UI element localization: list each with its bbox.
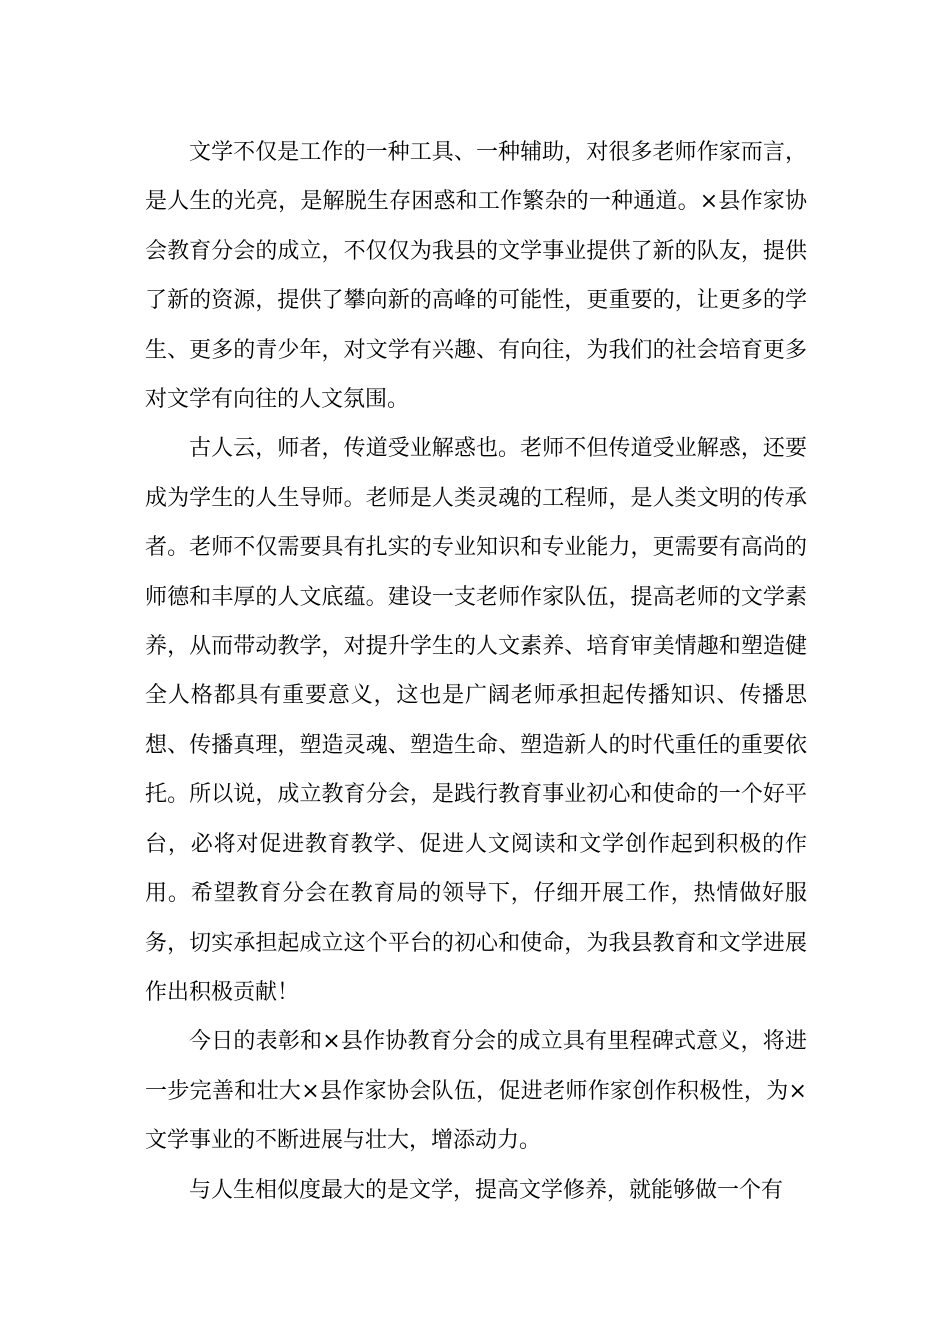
paragraph-2: 古人云，师者，传道受业解惑也。老师不但传道受业解惑，还要成为学生的人生导师。老师是人类灵魂的工程师，是人类文明的传承者。老师不仅需要具有扎实的专业知识和专业能力，更需要有高尚的师德和丰厚的人文底蕴。建设一支老师作家队伍，提高老师的文学素养，从而带动教学，对提升学生的人文素养、培育审美情趣和塑造健全人格都具有重要意义，这也是广阔老师承担起传播知识、传播思想、传播真理，塑造灵魂、塑造生命、塑造新人的时代重任的重要依托。所以说，成立教育分会，是践行教育事业初心和使命的一个好平台，必将对促进教育教学、促进人文阅读和文学创作起到积极的作用。希望教育分会在教育局的领导下，仔细开展工作，热情做好服务，切实承担起成立这个平台的初心和使命，为我县教育和文学进展作出积极贡献！ [145, 436, 807, 1005]
paragraph-4: 与人生相似度最大的是文学，提高文学修养，就能够做一个有 [189, 1177, 784, 1203]
paragraph-3: 今日的表彰和×县作协教育分会的成立具有里程碑式意义，将进一步完善和壮大×县作家协会队伍，促进老师作家创作积极性，为×文学事业的不断进展与壮大，增添动力。 [145, 1029, 807, 1154]
paragraph-1: 文学不仅是工作的一种工具、一种辅助，对很多老师作家而言，是人生的光亮，是解脱生存困惑和工作繁杂的一种通道。×县作家协会教育分会的成立，不仅仅为我县的文学事业提供了新的队友，提供了新的资源，提供了攀向新的高峰的可能性，更重要的，让更多的学生、更多的青少年，对文学有兴趣、有向往，为我们的社会培育更多对文学有向往的人文氛围。 [145, 140, 807, 413]
document-body [145, 128, 807, 1215]
